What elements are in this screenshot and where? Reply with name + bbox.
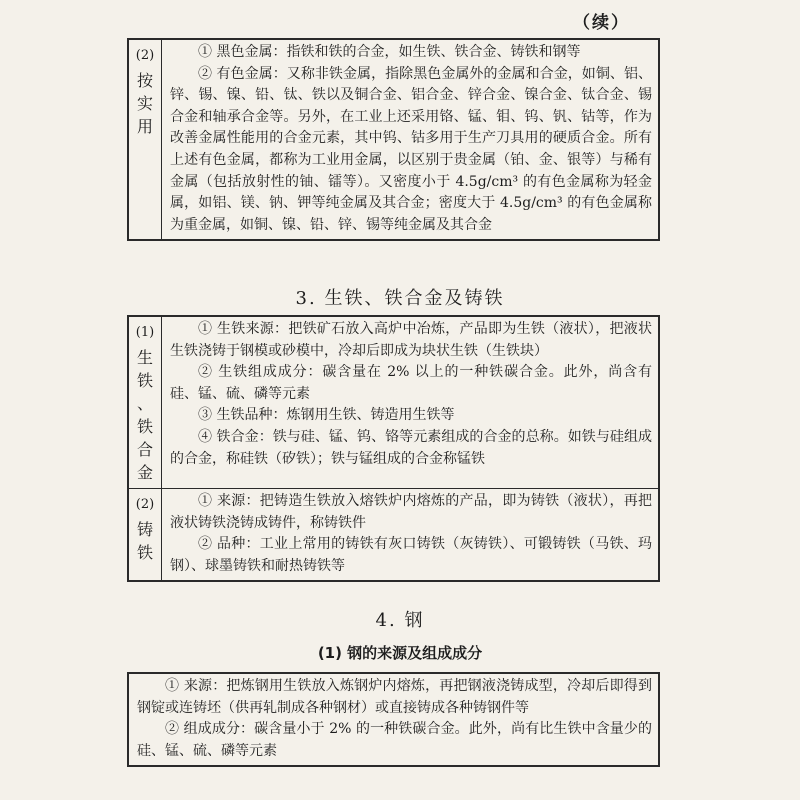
iron-table <box>127 315 660 582</box>
section-heading: 4. 钢 <box>375 610 425 631</box>
category-char: 用 <box>136 117 153 136</box>
paragraph: ② 有色金属：又称非铁金属，指除黑色金属外的金属和合金，如铜、铝、锌、锡、镍、铅、钛、铁以及铜合金、铝合金、锌合金、镍合金、钛合金、锡合金和轴承合金等。另外，在工业上还采用铬、锰、钼、钨、钒、钴等，作为改善金属性能用的合金元素，其中钨、钴多用于生产刀具用的硬质合金。所有上述有色金属，都称为工业用金属，以区别于贵金属（铂、金、银等）与稀有金属（包括放射性的铀、镭等）。又密度小于 4.5g/cm³ 的有色金属称为轻金属，如铝、镁、钠、钾等纯金属及其合金；密度大于 4.5g/cm³ 的有色金属称为重金属，如铜、镍、铅、锌、锡等纯金属及其合金 <box>170 65 652 233</box>
category-char: 铁 <box>136 371 153 390</box>
paragraph: ① 黑色金属：指铁和铁的合金，如生铁、铁合金、铸铁和钢等 <box>198 44 581 60</box>
category-number: (2) <box>135 497 155 512</box>
table-row <box>128 316 659 489</box>
section-heading: 3. 生铁、铁合金及铸铁 <box>295 288 505 309</box>
paragraph: ① 生铁来源：把铁矿石放入高炉中冶炼，产品即为生铁（液状），把液状生铁浇铸于钢模或砂模中，冷却后即成为块状生铁（生铁块） <box>170 321 652 359</box>
content-cell <box>162 39 660 240</box>
steel-table <box>127 672 660 767</box>
category-char: 生 <box>136 348 153 367</box>
continued-label: （续） <box>573 13 630 33</box>
paragraph: ③ 生铁品种：炼钢用生铁、铸造用生铁等 <box>198 407 455 424</box>
paragraph: ② 组成成分：碳含量小于 2% 的一种铁碳合金。此外，尚有比生铁中含量少的硅、锰、硫、磷等元素 <box>137 721 652 759</box>
category-char: 实 <box>136 94 153 113</box>
table-row <box>128 673 659 766</box>
sub-heading: (1) 钢的来源及组成成分 <box>317 644 483 662</box>
category-number: (1) <box>135 325 155 340</box>
category-cell <box>128 39 162 240</box>
metal-classification-table <box>127 38 660 241</box>
table-row <box>128 489 659 582</box>
category-number: (2) <box>135 48 155 63</box>
content-cell <box>162 489 660 582</box>
paragraph: ① 来源：把铸造生铁放入熔铁炉内熔炼的产品，即为铸铁（液状），再把液状铸铁浇铸成铸件，称铸铁件 <box>170 493 652 531</box>
content-cell <box>128 673 659 766</box>
category-char: 按 <box>136 71 153 90</box>
category-char: 铸 <box>136 520 153 539</box>
category-char: 、 <box>136 394 153 413</box>
category-char: 铁 <box>136 543 153 562</box>
category-cell <box>128 316 162 489</box>
category-cell <box>128 489 162 582</box>
paragraph: ② 生铁组成成分：碳含量在 2% 以上的一种铁碳合金。此外，尚含有硅、锰、硫、磷等元素 <box>170 364 652 402</box>
category-char: 金 <box>136 463 153 482</box>
category-char: 合 <box>136 440 153 459</box>
content-cell <box>162 316 660 489</box>
paragraph: ② 品种：工业上常用的铸铁有灰口铸铁（灰铸铁）、可锻铸铁（马铁、玛钢）、球墨铸铁和耐热铸铁等 <box>170 536 652 574</box>
paragraph: ① 来源：把炼钢用生铁放入炼钢炉内熔炼，再把钢液浇铸成型，冷却后即得到钢锭或连铸坯（供再轧制成各种钢材）或直接铸成各种铸钢件等 <box>137 678 652 716</box>
paragraph: ④ 铁合金：铁与硅、锰、钨、铬等元素组成的合金的总称。如铁与硅组成的合金，称硅铁（矽铁）；铁与锰组成的合金称锰铁 <box>170 428 652 467</box>
category-char: 铁 <box>136 417 153 436</box>
table-row <box>128 39 659 240</box>
